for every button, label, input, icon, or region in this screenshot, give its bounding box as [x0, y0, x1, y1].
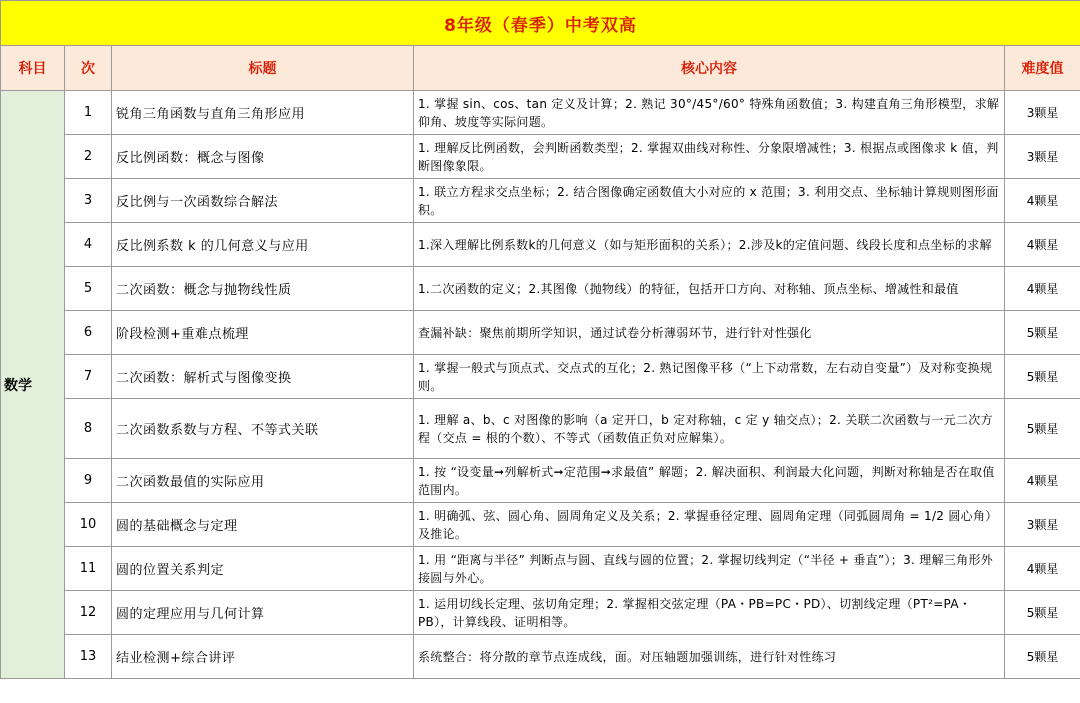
table-row: [1, 91, 1080, 135]
row-content: 1. 掌握一般式与顶点式、交点式的互化；2. 熟记图像平移（“上下动常数，左右动自变量”）及对称变换规则。: [414, 355, 1005, 399]
row-content: 1. 理解 a、b、c 对图像的影响（a 定开口，b 定对称轴，c 定 y 轴交点）；2. 关联二次函数与一元二次方程（交点 = 根的个数）、不等式（函数值正负对应解集）。: [414, 399, 1005, 459]
table-row: [1, 267, 1080, 311]
row-topic: 反比例函数：概念与图像: [112, 135, 414, 179]
row-content: 1. 理解反比例函数，会判断函数类型；2. 掌握双曲线对称性、分象限增减性；3. 根据点或图像求 k 值，判断图像象限。: [414, 135, 1005, 179]
row-topic: 二次函数最值的实际应用: [112, 459, 414, 503]
row-index: 6: [65, 311, 112, 355]
row-index: 4: [65, 223, 112, 267]
table-row: [1, 399, 1080, 459]
table-row: [1, 547, 1080, 591]
row-index: 11: [65, 547, 112, 591]
table-row: [1, 311, 1080, 355]
row-content: 1. 联立方程求交点坐标；2. 结合图像确定函数值大小对应的 x 范围；3. 利用交点、坐标轴计算规则图形面积。: [414, 179, 1005, 223]
header-difficulty: 难度值: [1005, 46, 1080, 91]
row-index: 1: [65, 91, 112, 135]
row-index: 13: [65, 635, 112, 679]
row-difficulty: 4颗星: [1005, 547, 1080, 591]
table-row: [1, 459, 1080, 503]
row-index: 8: [65, 399, 112, 459]
row-content: 1. 明确弧、弦、圆心角、圆周角定义及关系；2. 掌握垂径定理、圆周角定理（同弧圆周角 = 1/2 圆心角）及推论。: [414, 503, 1005, 547]
row-content: 1. 用 “距离与半径” 判断点与圆、直线与圆的位置；2. 掌握切线判定（“半径 + 垂直”）；3. 理解三角形外接圆与外心。: [414, 547, 1005, 591]
row-topic: 圆的基础概念与定理: [112, 503, 414, 547]
row-topic: 阶段检测+重难点梳理: [112, 311, 414, 355]
row-index: 9: [65, 459, 112, 503]
row-topic: 反比例系数 k 的几何意义与应用: [112, 223, 414, 267]
row-difficulty: 3颗星: [1005, 503, 1080, 547]
subject-cell: 数学: [1, 91, 65, 679]
table-title: 8年级（春季）中考双高: [1, 1, 1080, 46]
row-difficulty: 5颗星: [1005, 591, 1080, 635]
table-row: [1, 223, 1080, 267]
row-content: 1.二次函数的定义；2.其图像（抛物线）的特征，包括开口方向、对称轴、顶点坐标、增减性和最值: [414, 267, 1005, 311]
row-difficulty: 4颗星: [1005, 267, 1080, 311]
row-difficulty: 3颗星: [1005, 91, 1080, 135]
header-index: 次: [65, 46, 112, 91]
table-row: [1, 591, 1080, 635]
row-topic: 二次函数：解析式与图像变换: [112, 355, 414, 399]
row-index: 5: [65, 267, 112, 311]
row-topic: 二次函数：概念与抛物线性质: [112, 267, 414, 311]
table-row: [1, 355, 1080, 399]
row-difficulty: 4颗星: [1005, 223, 1080, 267]
row-content: 查漏补缺：聚焦前期所学知识，通过试卷分析薄弱环节，进行针对性强化: [414, 311, 1005, 355]
row-content: 1. 运用切线长定理、弦切角定理；2. 掌握相交弦定理（PA・PB=PC・PD）、切割线定理（PT²=PA・PB），计算线段、证明相等。: [414, 591, 1005, 635]
header-topic: 标题: [112, 46, 414, 91]
row-difficulty: 5颗星: [1005, 399, 1080, 459]
row-topic: 反比例与一次函数综合解法: [112, 179, 414, 223]
row-topic: 二次函数系数与方程、不等式关联: [112, 399, 414, 459]
row-index: 7: [65, 355, 112, 399]
table-row: [1, 135, 1080, 179]
row-topic: 圆的位置关系判定: [112, 547, 414, 591]
row-difficulty: 3颗星: [1005, 135, 1080, 179]
row-difficulty: 5颗星: [1005, 635, 1080, 679]
row-index: 3: [65, 179, 112, 223]
table-row: [1, 179, 1080, 223]
row-content: 1.深入理解比例系数k的几何意义（如与矩形面积的关系）；2.涉及k的定值问题、线段长度和点坐标的求解: [414, 223, 1005, 267]
header-subject: 科目: [1, 46, 65, 91]
table-row: [1, 635, 1080, 679]
row-difficulty: 5颗星: [1005, 355, 1080, 399]
row-topic: 圆的定理应用与几何计算: [112, 591, 414, 635]
row-difficulty: 4颗星: [1005, 179, 1080, 223]
header-content: 核心内容: [414, 46, 1005, 91]
row-index: 10: [65, 503, 112, 547]
table-row: [1, 503, 1080, 547]
row-content: 1. 掌握 sin、cos、tan 定义及计算；2. 熟记 30°/45°/60° 特殊角函数值；3. 构建直角三角形模型，求解仰角、坡度等实际问题。: [414, 91, 1005, 135]
row-topic: 结业检测+综合讲评: [112, 635, 414, 679]
row-index: 2: [65, 135, 112, 179]
row-content: 系统整合：将分散的章节点连成线，面。对压轴题加强训练，进行针对性练习: [414, 635, 1005, 679]
row-content: 1. 按 “设变量➞列解析式➞定范围➞求最值” 解题；2. 解决面积、利润最大化问题，判断对称轴是否在取值范围内。: [414, 459, 1005, 503]
row-difficulty: 5颗星: [1005, 311, 1080, 355]
row-index: 12: [65, 591, 112, 635]
row-difficulty: 4颗星: [1005, 459, 1080, 503]
row-topic: 锐角三角函数与直角三角形应用: [112, 91, 414, 135]
